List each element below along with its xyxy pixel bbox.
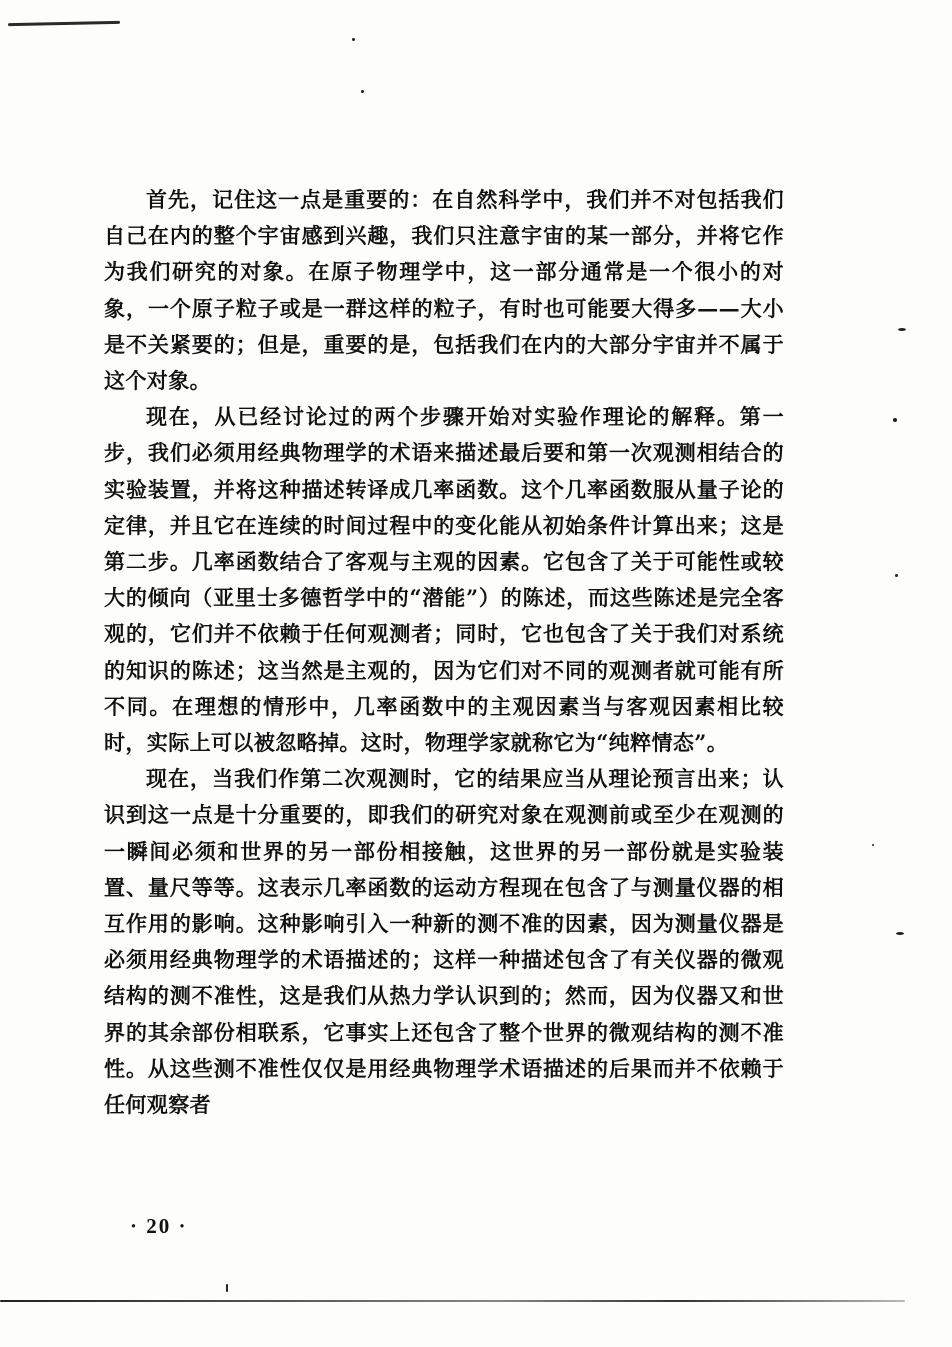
- paragraph: 现在，当我们作第二次观测时，它的结果应当从理论预言出来；认识到这一点是十分重要的，即我们的研究对象在观测前或至少在观测的一瞬间必须和世界的另一部份相接触，这世界的另一部份就是实验装置、量尺等等。这表示几率函数的运动方程现在包含了与测量仪器的相互作用的影响。这种影响引入一种新的测不准的因素，因为测量仪器是必须用经典物理学的术语描述的；这样一种描述包含了有关仪器的微观结构的测不准性，这是我们从热力学认识到的；然而，因为仪器又和世界的其余部份相联系，它事实上还包含了整个世界的微观结构的测不准性。从这些测不准性仅仅是用经典物理学术语描述的后果而并不依赖于任何观察者: [104, 766, 784, 1118]
- scan-speck: [226, 1284, 228, 1292]
- scan-speck: [352, 38, 355, 41]
- scan-speck: [896, 932, 904, 935]
- scan-speck: [872, 844, 874, 846]
- body-text: [104, 182, 784, 1123]
- scan-speck: [895, 574, 898, 577]
- scan-edge-bottom: [0, 1300, 905, 1302]
- scan-speck: [898, 328, 906, 331]
- scan-speck: [361, 90, 364, 93]
- scan-speck: [893, 418, 897, 422]
- paragraph: 首先，记住这一点是重要的：在自然科学中，我们并不对包括我们自己在内的整个宇宙感到兴趣，我们只注意宇宙的某一部分，并将它作为我们研究的对象。在原子物理学中，这一部分通常是一个很小的对象，一个原子粒子或是一群这样的粒子，有时也可能要大得多——大小是不关紧要的；但是，重要的是，包括我们在内的大部分宇宙并不属于这个对象。: [104, 187, 784, 394]
- paragraph: 现在，从已经讨论过的两个步骤开始对实验作理论的解释。第一步，我们必须用经典物理学的术语来描述最后要和第一次观测相结合的实验装置，并将这种描述转译成几率函数。这个几率函数服从量子论的定律，并且它在连续的时间过程中的变化能从初始条件计算出来；这是第二步。几率函数结合了客观与主观的因素。它包含了关于可能性或较大的倾向（亚里士多德哲学中的“潜能”）的陈述，而这些陈述是完全客观的，它们并不依赖于任何观测者；同时，它也包含了关于我们对系统的知识的陈述；这当然是主观的，因为它们对不同的观测者就可能有所不同。在理想的情形中，几率函数中的主观因素当与客观因素相比较时，实际上可以被忽略掉。这时，物理学家就称它为“纯粹情态”。: [104, 404, 784, 756]
- page-number: · 20 ·: [130, 1214, 188, 1238]
- scan-edge-top: [8, 21, 120, 26]
